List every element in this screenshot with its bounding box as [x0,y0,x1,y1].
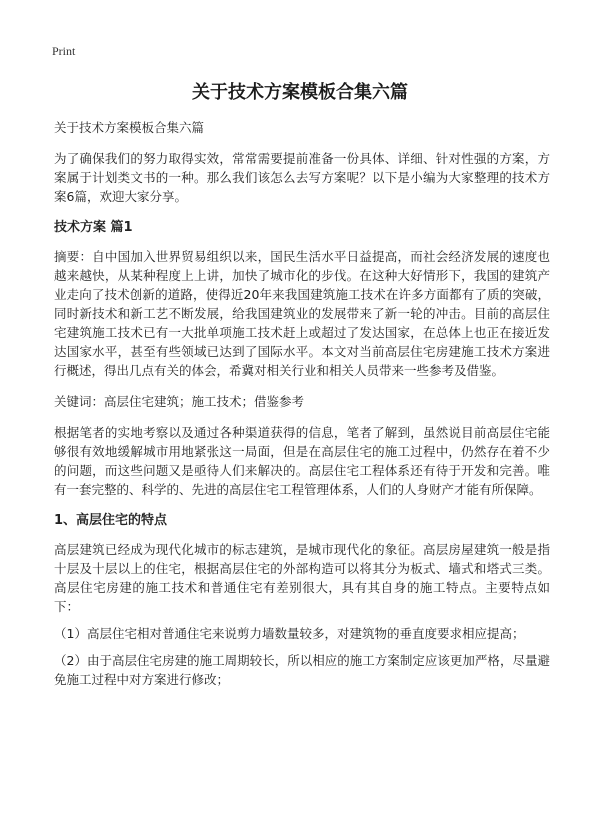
section-heading-2: 1、高层住宅的特点 [54,513,168,528]
background-paragraph: 根据笔者的实地考察以及通过各种渠道获得的信息，笔者了解到，虽然说目前高层住宅能够很有效地缓解城市用地紧张这一局面，但是在高层住宅的施工过程中，仍然存在着不少的问题，而这些问题又是亟待人们来解决的。高层住宅工程体系还有待于开发和完善。唯有一套完整的、科学的、先进的高层住宅工程管理体系，人们的人身财产才能有所保障。 [54,425,550,497]
document-body [54,118,550,697]
document-subtitle: 关于技术方案模板合集六篇 [54,120,205,135]
keywords-paragraph: 关键词：高层住宅建筑；施工技术；借鉴参考 [54,394,305,409]
feature-item-2: （2）由于高层住宅房建的施工周期较长，所以相应的施工方案制定应该更加严格，尽量避免施工过程中对方案进行修改； [54,653,550,687]
document-title: 关于技术方案模板合集六篇 [192,82,408,103]
intro-paragraph: 为了确保我们的努力取得实效，常常需要提前准备一份具体、详细、针对性强的方案，方案属于计划类文书的一种。那么我们该怎么去写方案呢？以下是小编为大家整理的技术方案6篇，欢迎大家分享。 [54,151,550,204]
section-heading-1: 技术方案 篇1 [54,220,133,235]
features-paragraph: 高层建筑已经成为现代化城市的标志建筑，是城市现代化的象征。高层房屋建筑一般是指十层及十层以上的住宅，根据高层住宅的外部构造可以将其分为板式、墙式和塔式三类。高层住宅房建的施工技术和普通住宅有差别很大，具有其自身的施工特点。主要特点如下： [54,542,550,614]
print-link[interactable]: Print [52,44,76,58]
feature-item-1: （1）高层住宅相对普通住宅来说剪力墙数量较多，对建筑物的垂直度要求相应提高； [54,626,525,641]
abstract-paragraph: 摘要：自中国加入世界贸易组织以来，国民生活水平日益提高，而社会经济发展的速度也越来越快，从某种程度上上讲，加快了城市化的步伐。在这种大好情形下，我国的建筑产业走向了技术创新的道路，使得近20年来我国建筑施工技术在许多方面都有了质的突破，同时新技术和新工艺不断发展，给我国建筑业的发展带来了新一轮的冲击。目前的高层住宅建筑施工技术已有一大批单项施工技术赶上或超过了发达国家，在总体上也正在接近发达国家水平，甚至有些领域已达到了国际水平。本文对当前高层住宅房建施工技术方案进行概述，得出几点有关的体会，希冀对相关行业和相关人员带来一些参考及借鉴。 [54,249,550,378]
